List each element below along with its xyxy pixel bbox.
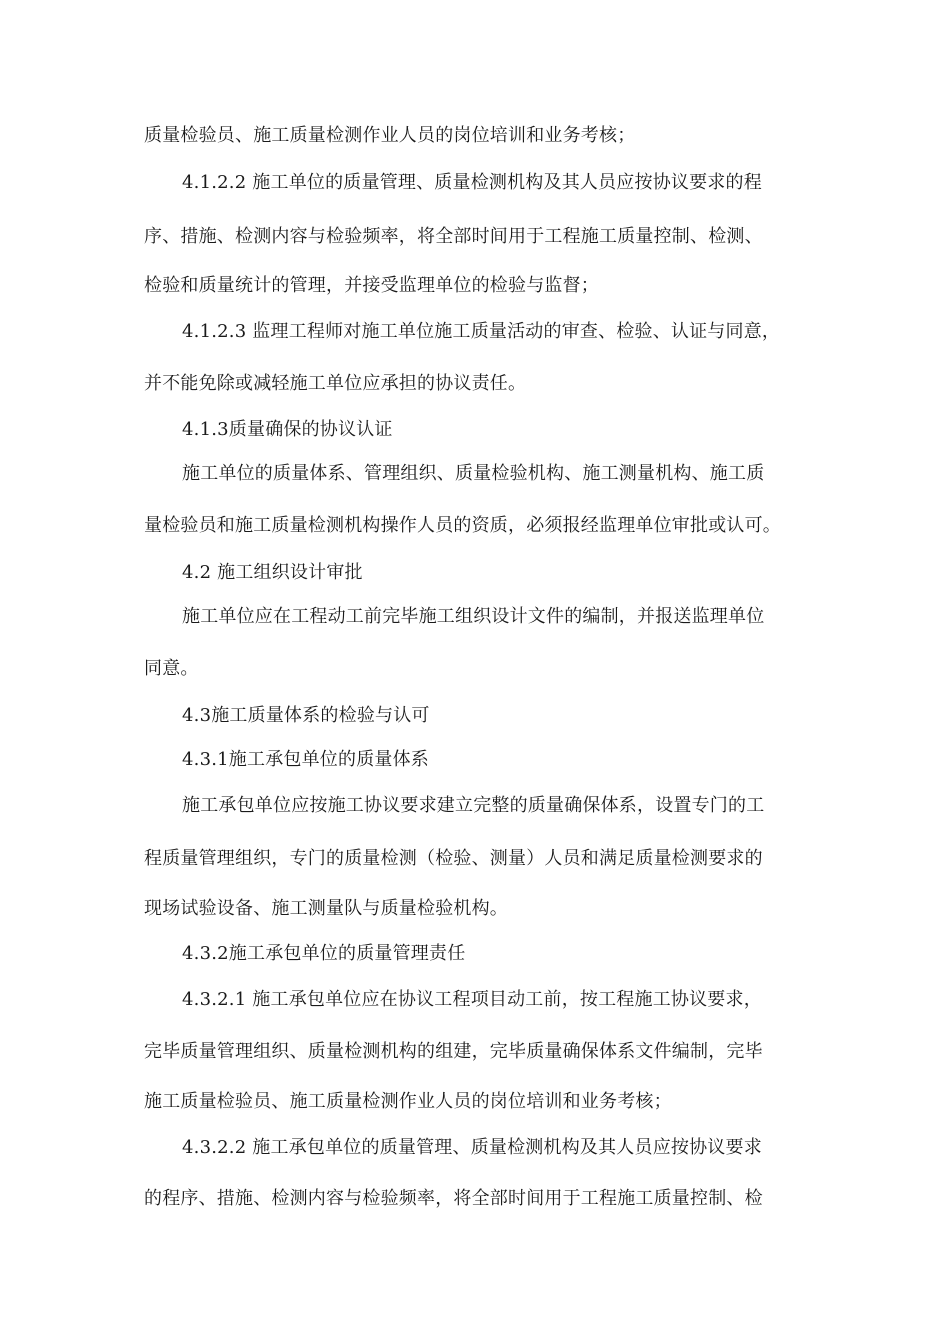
text-line: 施工单位的质量体系、管理组织、质量检验机构、施工测量机构、施工质 bbox=[182, 463, 765, 484]
text-line: 完毕质量管理组织、质量检测机构的组建，完毕质量确保体系文件编制，完毕 bbox=[144, 1041, 763, 1062]
text-line: 4.1.2.2 施工单位的质量管理、质量检测机构及其人员应按协议要求的程 bbox=[182, 172, 762, 193]
text-line: 检验和质量统计的管理，并接受监理单位的检验与监督； bbox=[144, 275, 599, 296]
section-heading: 4.2 施工组织设计审批 bbox=[182, 562, 363, 583]
text-line: 施工质量检验员、施工质量检测作业人员的岗位培训和业务考核； bbox=[144, 1091, 672, 1112]
section-heading: 4.1.3质量确保的协议认证 bbox=[182, 419, 393, 440]
text-line: 施工承包单位应按施工协议要求建立完整的质量确保体系，设置专门的工 bbox=[182, 795, 765, 816]
text-line: 4.3.2.2 施工承包单位的质量管理、质量检测机构及其人员应按协议要求 bbox=[182, 1137, 762, 1158]
text-line: 并不能免除或减轻施工单位应承担的协议责任。 bbox=[144, 373, 527, 394]
text-line: 4.3.2.1 施工承包单位应在协议工程项目动工前，按工程施工协议要求， bbox=[182, 989, 762, 1010]
text-line: 质量检验员、施工质量检测作业人员的岗位培训和业务考核； bbox=[144, 125, 636, 146]
text-line: 序、措施、检测内容与检验频率，将全部时间用于工程施工质量控制、检测、 bbox=[144, 226, 763, 247]
section-heading: 4.3.1施工承包单位的质量体系 bbox=[182, 749, 429, 770]
text-line: 现场试验设备、施工测量队与质量检验机构。 bbox=[144, 898, 508, 919]
text-line: 的程序、措施、检测内容与检验频率，将全部时间用于工程施工质量控制、检 bbox=[144, 1188, 763, 1209]
text-line: 程质量管理组织，专门的质量检测（检验、测量）人员和满足质量检测要求的 bbox=[144, 848, 763, 869]
text-line: 施工单位应在工程动工前完毕施工组织设计文件的编制，并报送监理单位 bbox=[182, 606, 765, 627]
section-heading: 4.3.2施工承包单位的质量管理责任 bbox=[182, 943, 466, 964]
section-heading: 4.3施工质量体系的检验与认可 bbox=[182, 705, 430, 726]
text-line: 量检验员和施工质量检测机构操作人员的资质，必须报经监理单位审批或认可。 bbox=[144, 515, 781, 536]
text-line: 4.1.2.3 监理工程师对施工单位施工质量活动的审查、检验、认证与同意， bbox=[182, 321, 781, 342]
text-line: 同意。 bbox=[144, 658, 199, 679]
